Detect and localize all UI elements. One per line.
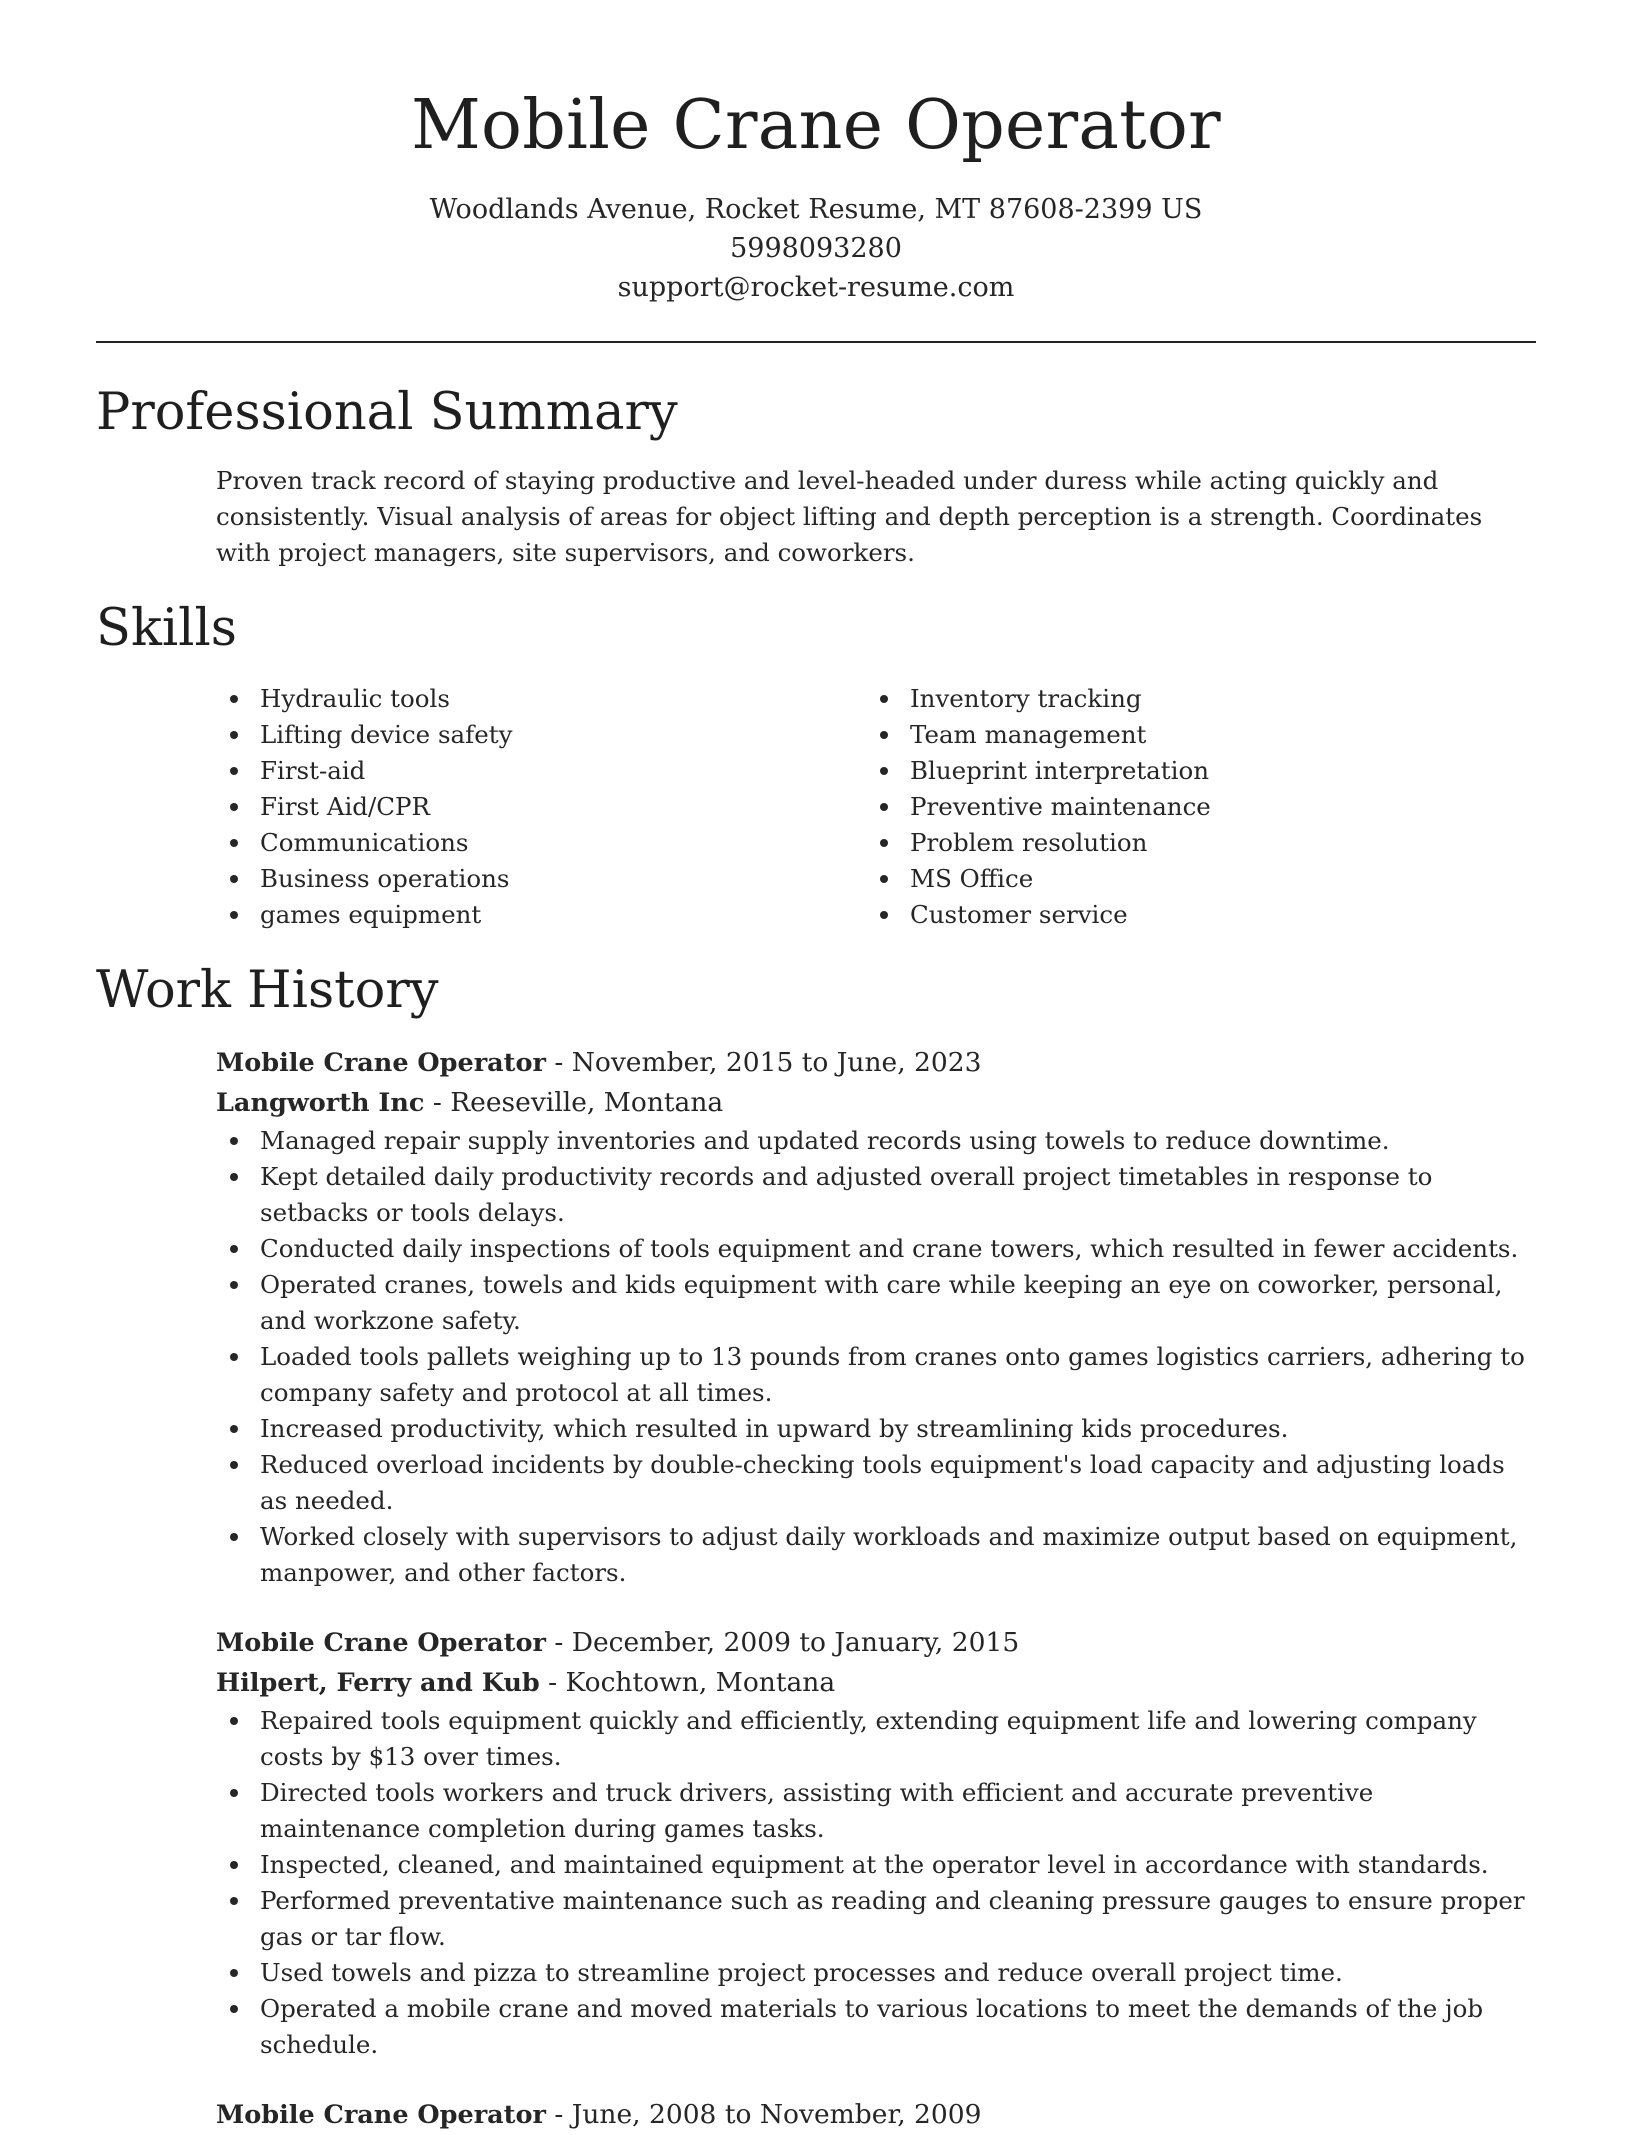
skill-item: MS Office: [866, 861, 1516, 897]
job-duty: Performed preventative maintenance such as reading and cleaning pressure gauges to ensure proper gas or tar flow.: [216, 1883, 1536, 1955]
job-title: Mobile Crane Operator: [216, 1628, 546, 1658]
skill-item: Team management: [866, 717, 1516, 753]
resume-page: [96, 0, 1536, 2135]
job-duty: Increased productivity, which resulted in upward by streamlining kids procedures.: [216, 1411, 1536, 1447]
job-duty: Operated a mobile crane and moved materials to various locations to meet the demands of the job schedule.: [216, 1991, 1536, 2063]
skill-item: Customer service: [866, 897, 1516, 933]
job-duty: Reduced overload incidents by double-checking tools equipment's load capacity and adjusting loads as needed.: [216, 1447, 1536, 1519]
skills-column-left: [216, 681, 866, 933]
job-duty: Worked closely with supervisors to adjust daily workloads and maximize output based on equipment, manpower, and other factors.: [216, 1519, 1536, 1591]
summary-section: [96, 383, 1536, 571]
skill-item: Lifting device safety: [216, 717, 866, 753]
job-company-line: [216, 1083, 1536, 1123]
contact-phone: 5998093280: [730, 233, 902, 264]
job-title-line: [216, 2095, 1536, 2135]
job-company: Hilpert, Ferry and Kub: [216, 1668, 540, 1698]
summary-heading: Professional Summary: [96, 383, 678, 442]
job-duty: Kept detailed daily productivity records and adjusted overall project timetables in response to setbacks or tools delays.: [216, 1159, 1536, 1231]
job-title-line: [216, 1623, 1536, 1663]
skills-column-right: [866, 681, 1516, 933]
job-entry: [216, 1043, 1536, 1591]
job-duty: Loaded tools pallets weighing up to 13 pounds from cranes onto games logistics carriers, adhering to company safety and protocol at all times.: [216, 1339, 1536, 1411]
skill-item: Problem resolution: [866, 825, 1516, 861]
skills-columns: [216, 681, 1536, 933]
job-title: Mobile Crane Operator: [216, 1048, 546, 1078]
work-history-heading: Work History: [96, 961, 439, 1020]
skill-item: First Aid/CPR: [216, 789, 866, 825]
job-duties: [216, 1703, 1536, 2063]
skill-item: Hydraulic tools: [216, 681, 866, 717]
job-company-line: [216, 1663, 1536, 1703]
skills-heading: Skills: [96, 599, 237, 658]
job-duty: Used towels and pizza to streamline project processes and reduce overall project time.: [216, 1955, 1536, 1991]
contact-block: [96, 190, 1536, 307]
candidate-name: Mobile Crane Operator: [411, 86, 1221, 165]
resume-header: [96, 0, 1536, 307]
job-duty: Inspected, cleaned, and maintained equipment at the operator level in accordance with standards.: [216, 1847, 1536, 1883]
job-title: Mobile Crane Operator: [216, 2100, 546, 2130]
job-location: - Kochtown, Montana: [539, 1667, 836, 1698]
skill-item: Preventive maintenance: [866, 789, 1516, 825]
job-duties: [216, 1123, 1536, 1591]
work-history-section: [96, 961, 1536, 2135]
job-title-line: [216, 1043, 1536, 1083]
skill-item: Communications: [216, 825, 866, 861]
job-company: Langworth Inc: [216, 1088, 425, 1118]
job-duty: Operated cranes, towels and kids equipment with care while keeping an eye on coworker, personal, and workzone safety.: [216, 1267, 1536, 1339]
job-dates: - November, 2015 to June, 2023: [545, 1047, 982, 1078]
summary-text: Proven track record of staying productive and level-headed under duress while acting quickly and consistently. Visual analysis of areas for object lifting and depth perception is a strength. Coordinates with project managers, site supervisors, and coworkers.: [216, 466, 1483, 567]
contact-address: Woodlands Avenue, Rocket Resume, MT 87608-2399 US: [429, 194, 1203, 225]
job-duty: Repaired tools equipment quickly and efficiently, extending equipment life and lowering company costs by $13 over times.: [216, 1703, 1536, 1775]
skill-item: Business operations: [216, 861, 866, 897]
job-duty: Conducted daily inspections of tools equipment and crane towers, which resulted in fewer accidents.: [216, 1231, 1536, 1267]
contact-email: support@rocket-resume.com: [617, 272, 1015, 303]
skill-item: Blueprint interpretation: [866, 753, 1516, 789]
job-entry: [216, 2095, 1536, 2135]
skill-item: Inventory tracking: [866, 681, 1516, 717]
skills-section: [96, 599, 1536, 933]
job-location: - Reeseville, Montana: [424, 1087, 724, 1118]
job-entry: [216, 1623, 1536, 2063]
job-dates: - December, 2009 to January, 2015: [545, 1627, 1020, 1658]
job-duty: Managed repair supply inventories and updated records using towels to reduce downtime.: [216, 1123, 1536, 1159]
job-dates: - June, 2008 to November, 2009: [545, 2099, 982, 2130]
skill-item: First-aid: [216, 753, 866, 789]
skill-item: games equipment: [216, 897, 866, 933]
header-divider: [96, 341, 1536, 343]
job-duty: Directed tools workers and truck drivers, assisting with efficient and accurate preventive maintenance completion during games tasks.: [216, 1775, 1536, 1847]
